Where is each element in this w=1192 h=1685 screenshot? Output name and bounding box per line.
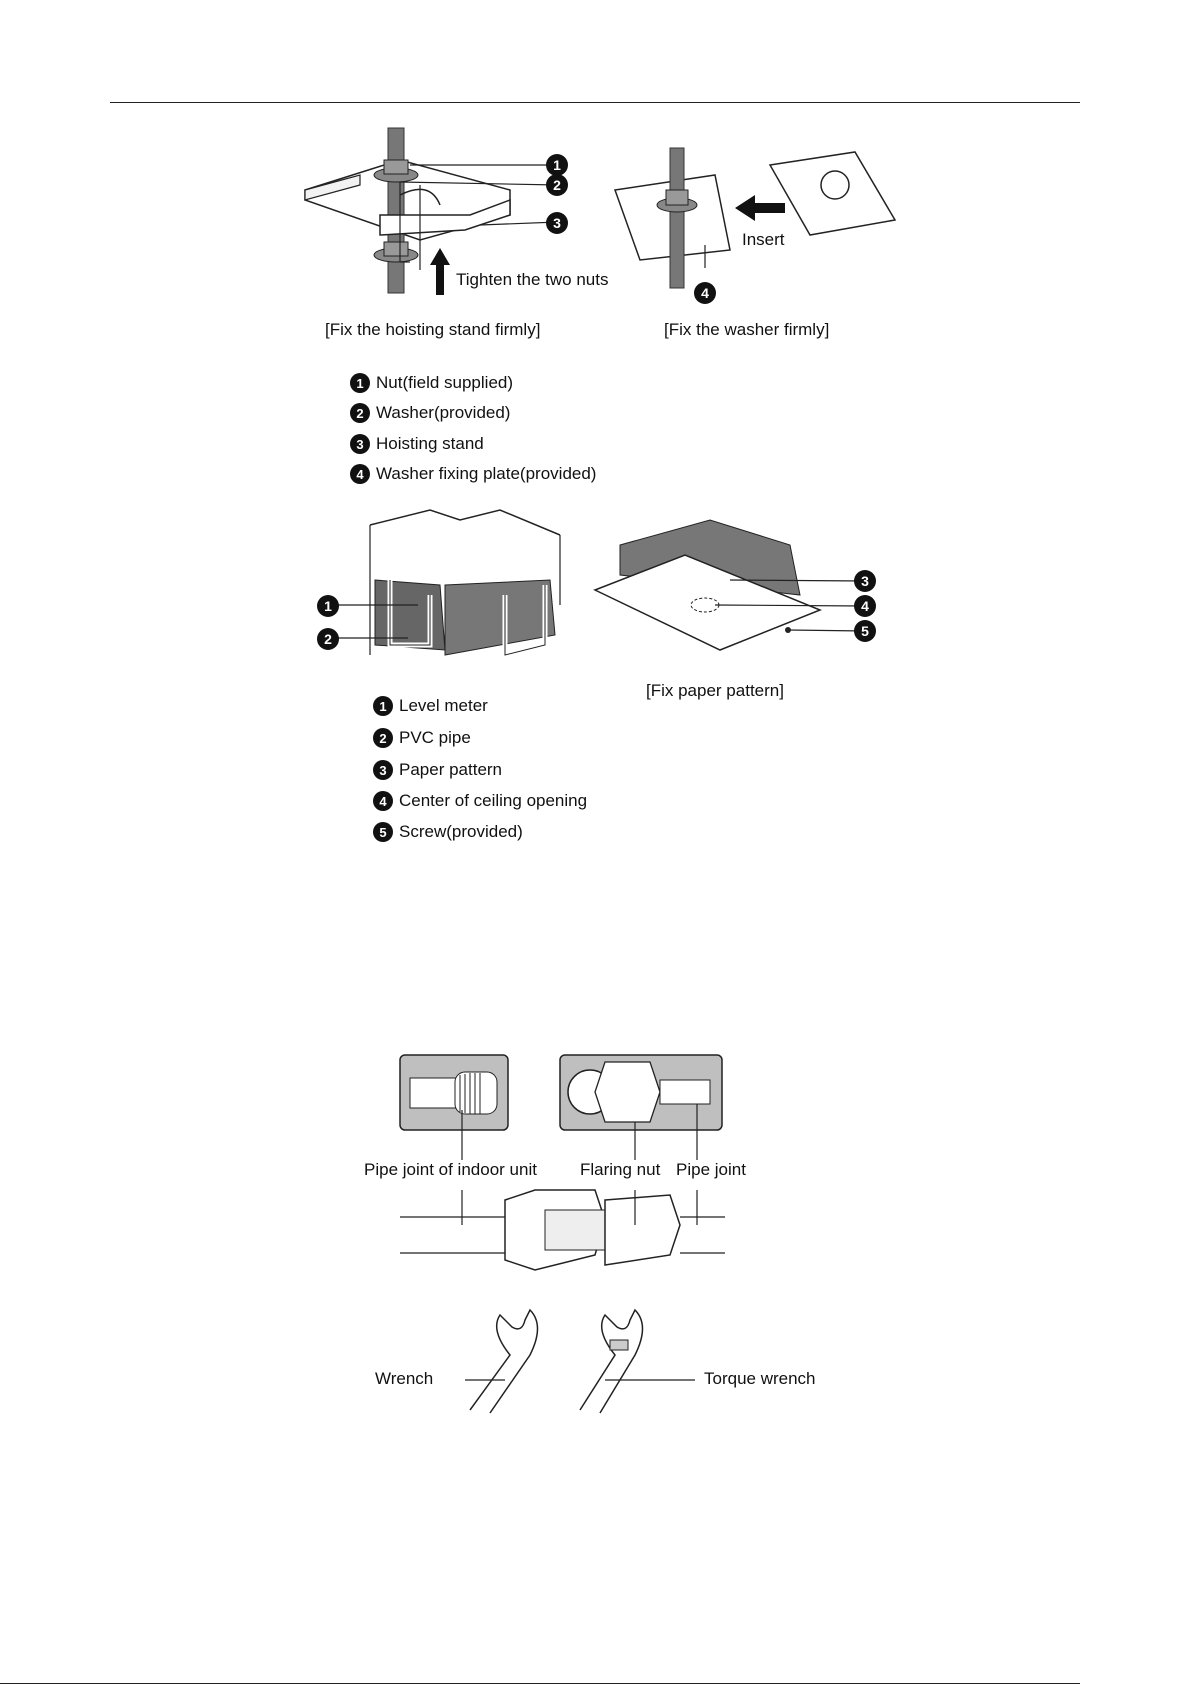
legend2-item: 1 Level meter (373, 696, 488, 716)
legend1-item: 1 Nut(field supplied) (350, 373, 513, 393)
callout-4: 4 (854, 595, 876, 617)
callout-3: 3 (854, 570, 876, 592)
footer-rule (0, 1683, 1080, 1684)
paper-pattern-illustration (590, 515, 890, 655)
tighten-label: Tighten the two nuts (456, 270, 609, 289)
insert-label: Insert (742, 230, 785, 249)
legend2-item: 5 Screw(provided) (373, 822, 523, 842)
legend1-item: 2 Washer(provided) (350, 403, 510, 423)
legend1-item: 3 Hoisting stand (350, 434, 484, 454)
callout-2: 2 (546, 174, 568, 196)
callout-3: 3 (546, 212, 568, 234)
wrench-illustration (430, 1305, 690, 1415)
washer-fixing-illustration (610, 140, 900, 290)
flaring-nut-label: Flaring nut (580, 1160, 661, 1179)
hoisting-caption: [Fix the hoisting stand firmly] (325, 320, 541, 339)
legend2-item: 4 Center of ceiling opening (373, 791, 587, 811)
header-rule (110, 102, 1080, 103)
callout-5: 5 (854, 620, 876, 642)
wrench-label: Wrench (375, 1369, 434, 1388)
legend1-item: 4 Washer fixing plate(provided) (350, 464, 596, 484)
pipe-joint-label: Pipe joint (676, 1160, 746, 1179)
callout-1: 1 (546, 154, 568, 176)
callout-2: 2 (317, 628, 339, 650)
torque-wrench-label: Torque wrench (704, 1369, 816, 1388)
legend2-item: 2 PVC pipe (373, 728, 471, 748)
washer-caption: [Fix the washer firmly] (664, 320, 830, 339)
pipe-joint-indoor-label: Pipe joint of indoor unit (364, 1160, 537, 1179)
callout-1: 1 (317, 595, 339, 617)
paper-pattern-caption: [Fix paper pattern] (646, 681, 784, 700)
legend2-item: 3 Paper pattern (373, 760, 502, 780)
callout-4: 4 (694, 282, 716, 304)
level-meter-illustration (300, 505, 600, 665)
